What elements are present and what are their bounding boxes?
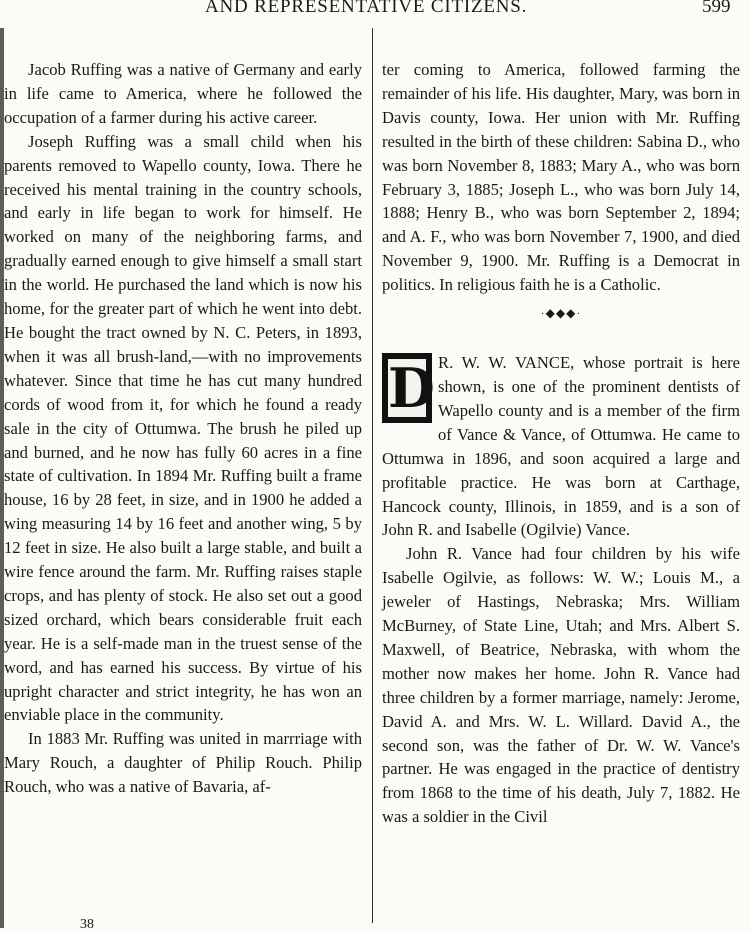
paragraph-vance-family: John R. Vance had four children by his wife Isabelle Ogilvie, as follows: W. W.; Louis M., a jeweler of Hastings, Nebraska; Mrs. William McBurney, of State Line, Utah; and Mrs. Albert S. Maxwell, of Beatrice, Nebraska, with whom the mother now makes her home. John R. Vance had three children by a former marriage, namely: Jerome, David A. and Mrs. W. L. Willard. David A., the second son, was the father of Dr. W. W. Vance's partner. He was engaged in the practice of dentistry from 1868 to the time of his death, July 7, 1882. He was a soldier in the Civil [382,544,740,827]
column-rule [372,28,373,923]
dropcap-letter: D [388,356,435,421]
paragraph-vance-intro: R. W. W. VANCE, whose portrait is here shown, is one of the prominent dentists of Wapello county and is a member of the firm of Vance & Vance, of Ottumwa. He came to Ottumwa in 1896, and soon acquired a large and profitable practice. He was born at Carthage, Hancock county, Illinois, in 1859, and is a son of John R. and Isabelle (Ogilvie) Vance. [382,353,740,540]
signature-mark: 38 [80,917,94,932]
paragraph-marriage: In 1883 Mr. Ruffing was united in marrriage with Mary Rouch, a daughter of Philip Rouch. Philip Rouch, who was a native of Bavaria, af- [4,729,362,797]
left-column [4,58,362,799]
running-title: AND REPRESENTATIVE CITIZENS. [205,0,528,17]
paragraph-continuation: ter coming to America, followed farming the remainder of his life. His daughter, Mary, was born in Davis county, Iowa. Her union with Mr. Ruffing resulted in the birth of these children: Sabina D., who was born November 8, 1883; Mary A., who was born February 3, 1885; Joseph L., who was born July 14, 1888; Henry B., who was born September 2, 1894; and A. F., who was born November 7, 1900, and died November 9, 1900. Mr. Ruffing is a Democrat in politics. In religious faith he is a Catholic. [382,60,740,295]
dropcap-ornament [382,353,435,423]
vance-section [382,351,740,542]
page-number: 599 [702,0,731,17]
paragraph-jacob-ruffing: Jacob Ruffing was a native of Germany and early in life came to America, where he followed the occupation of a farmer during his active career. [4,60,362,127]
section-divider: ·◆◆◆· [540,306,582,321]
paragraph-joseph-ruffing: Joseph Ruffing was a small child when his parents removed to Wapello county, Iowa. There he received his mental training in the country schools, and early in life began to work for himself. He worked on many of the neighboring farms, and gradually earned enough to give himself a small start in the world. He purchased the land which is now his home, for the greater part of which he went into debt. He bought the tract owned by N. C. Peters, in 1893, when it was all brush-land,—with no improvements whatever. Since that time he has cut many hundred cords of wood from it, for which he found a ready sale in the city of Ottumwa. The brush he piled up and burned, and he now has fully 60 acres in a fine state of cultivation. In 1894 Mr. Ruffing built a frame house, 16 by 28 feet, in size, and in 1900 he added a wing measuring 14 by 16 feet and another wing, 5 by 12 feet in size. He also built a large stable, and built a wire fence around the farm. Mr. Ruffing raises staple crops, and has plenty of stock. He also set out a good sized orchard, which bears considerable fruit each year. He is a self-made man in the truest sense of the word, and has earned his success. By virtue of his upright character and strict integrity, he has won an enviable place in the community. [4,131,362,725]
right-column [382,58,740,829]
page-header [0,0,750,22]
